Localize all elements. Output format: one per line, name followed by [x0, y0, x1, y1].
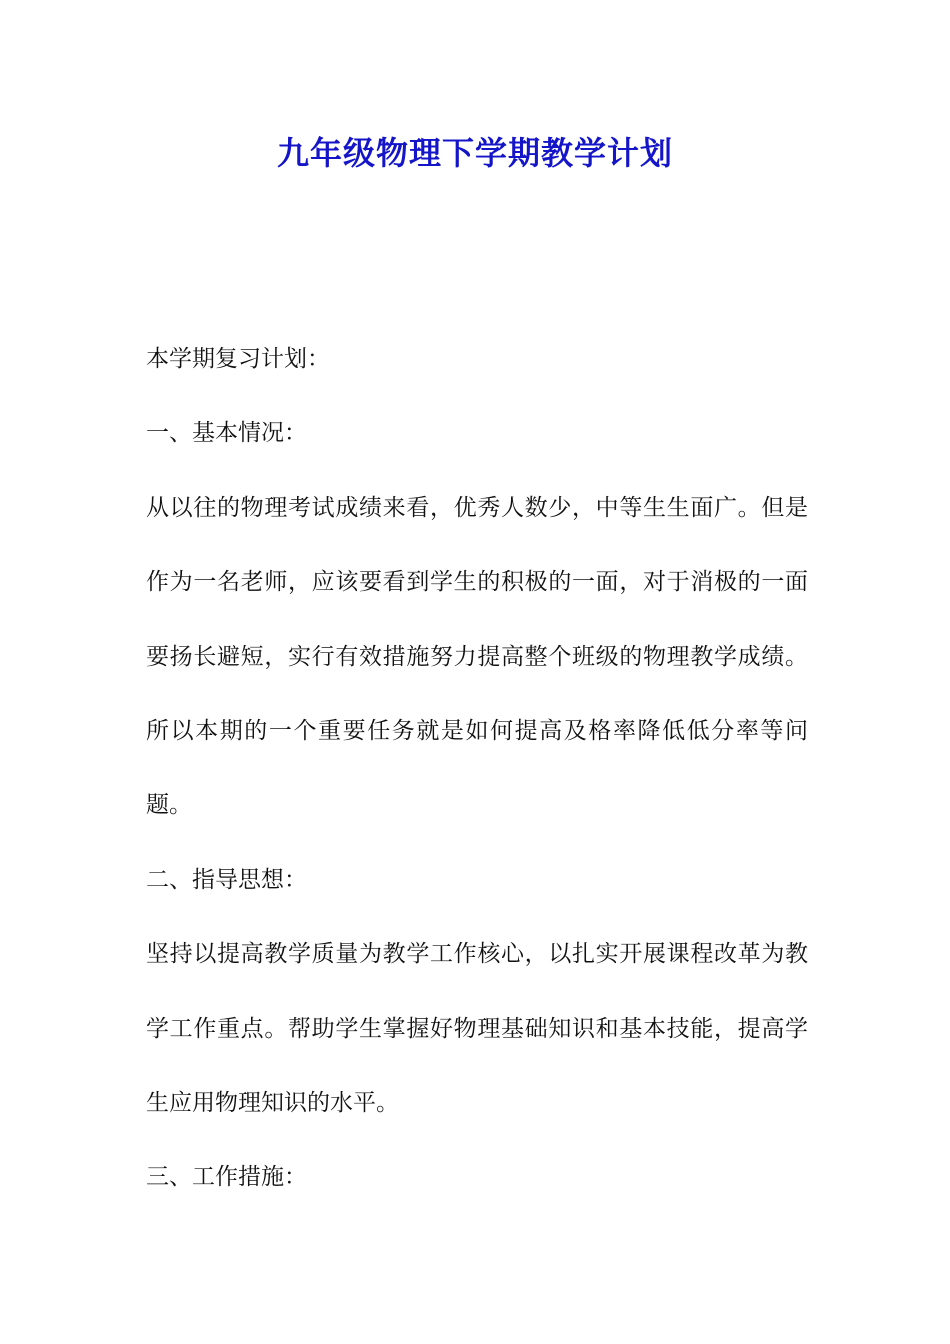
heading-work-measures: 三、工作措施：: [146, 1164, 307, 1191]
document-body: [146, 322, 808, 1215]
heading-basic-situation: 一、基本情况：: [146, 420, 307, 447]
paragraph-review-plan: 本学期复习计划：: [146, 346, 330, 372]
document-title: 九年级物理下学期教学计划: [276, 134, 673, 172]
heading-guiding-thought: 二、指导思想：: [146, 866, 307, 893]
paragraph-basic-situation: 从以往的物理考试成绩来看，优秀人数少，中等生生面广。但是作为一名老师，应该要看到学生的积极的一面，对于消极的一面要扬长避短，实行有效措施努力提高整个班级的物理教学成绩。所以本期的一个重要任务就是如何提高及格率降低低分率等问题。: [146, 494, 808, 819]
paragraph-guiding-thought: 坚持以提高教学质量为教学工作核心，以扎实开展课程改革为教学工作重点。帮助学生掌握好物理基础知识和基本技能，提高学生应用物理知识的水平。: [146, 941, 808, 1117]
